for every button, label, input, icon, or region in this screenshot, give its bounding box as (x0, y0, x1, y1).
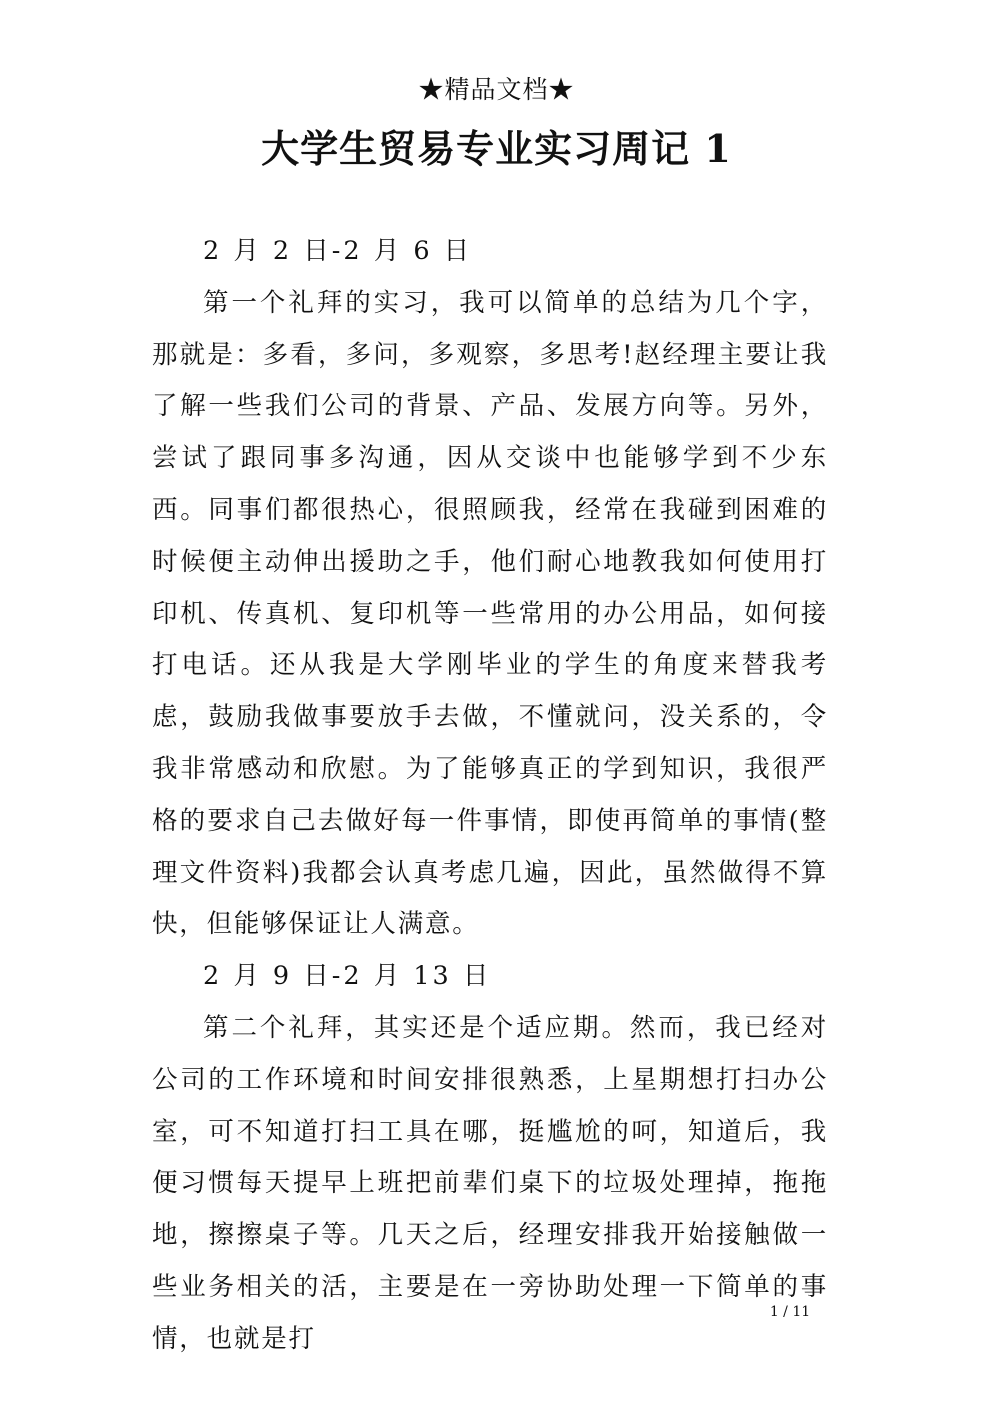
section-paragraph: 第二个礼拜，其实还是个适应期。然而，我已经对公司的工作环境和时间安排很熟悉，上星期想打扫办公室，可不知道打扫工具在哪，挺尴尬的呵，知道后，我便习惯每天提早上班把前辈们桌下的垃圾处理掉，拖拖地，擦擦桌子等。几天之后，经理安排我开始接触做一些业务相关的活，主要是在一旁协助处理一下简单的事情，也就是打 (152, 1012, 828, 1354)
section-paragraph: 第一个礼拜的实习，我可以简单的总结为几个字，那就是：多看，多问，多观察，多思考!赵经理主要让我了解一些我们公司的背景、产品、发展方向等。另外，尝试了跟同事多沟通，因从交谈中也能够学到不少东西。同事们都很热心，很照顾我，经常在我碰到困难的时候便主动伸出援助之手，他们耐心地教我如何使用打印机、传真机、复印机等一些常用的办公用品，如何接打电话。还从我是大学刚毕业的学生的角度来替我考虑，鼓励我做事要放手去做，不懂就问，没关系的，令我非常感动和欣慰。为了能够真正的学到知识，我很严格的要求自己去做好每一件事情，即使再简单的事情(整理文件资料)我都会认真考虑几遍，因此，虽然做得不算快，但能够保证让人满意。 (152, 287, 828, 940)
section-date: 2 月 2 日-2 月 6 日 (203, 236, 473, 266)
section-date: 2 月 9 日-2 月 13 日 (203, 961, 492, 992)
document-body (152, 226, 828, 1366)
document-title: 大学生贸易专业实习周记 1 (261, 126, 732, 171)
page-number: 1 / 11 (769, 1304, 811, 1320)
header-mark: ★精品文档★ (418, 75, 575, 104)
